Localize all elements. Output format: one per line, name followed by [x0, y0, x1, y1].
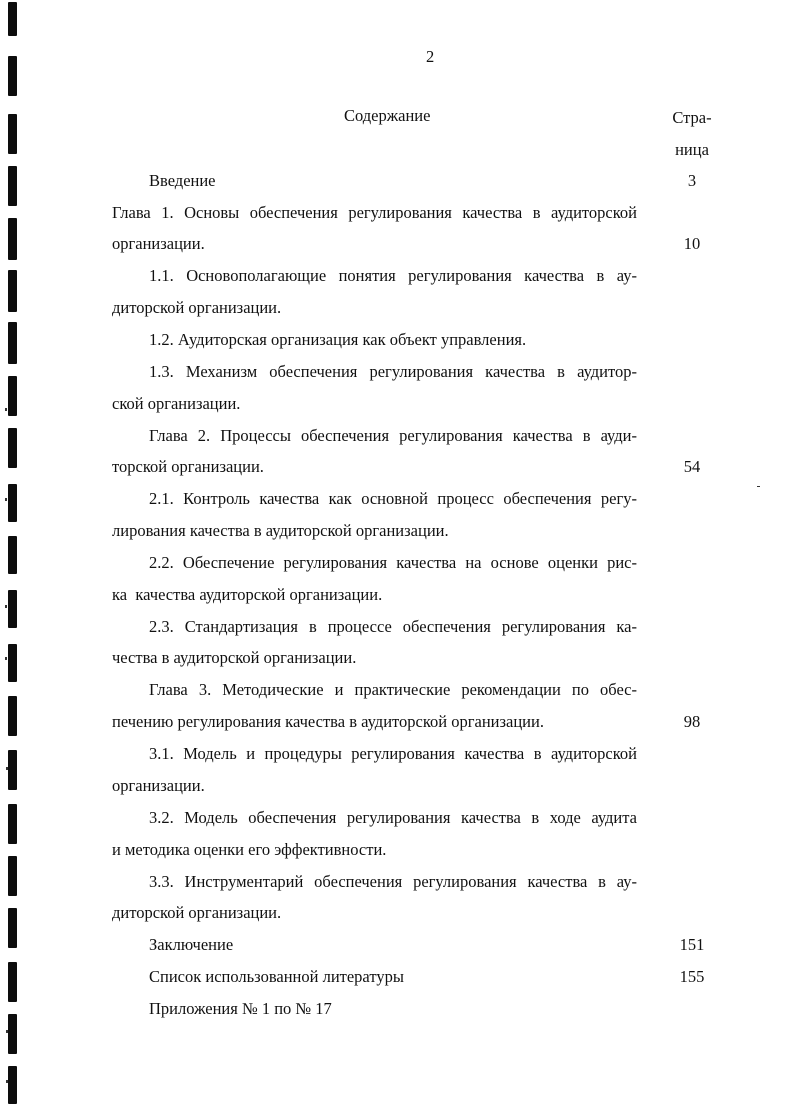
toc-entry-1-2: 1.2. Аудиторская организация как объект управления.	[149, 330, 527, 349]
binding-mark	[8, 218, 17, 260]
toc-entry-intro: Введение	[149, 171, 216, 190]
toc-entry-3-3-cont: диторской организации.	[112, 903, 282, 922]
toc-entry-chapter-1-cont: организации.	[112, 234, 205, 253]
toc-page-chapter-3: 98	[683, 712, 701, 731]
binding-mark	[8, 536, 17, 574]
scan-speck	[5, 498, 7, 501]
toc-entry-chapter-3-cont: печению регулирования качества в аудиторской организации.	[112, 712, 544, 731]
binding-mark	[8, 56, 17, 96]
binding-mark	[8, 428, 17, 468]
toc-entry-2-2: 2.2. Обеспечение регулирования качества на основе оценки рис-	[149, 553, 637, 572]
binding-mark	[8, 908, 17, 948]
binding-mark	[8, 376, 17, 416]
toc-page-chapter-1: 10	[683, 234, 701, 253]
binding-mark	[8, 590, 17, 628]
scan-speck	[5, 408, 7, 411]
binding-mark	[8, 696, 17, 736]
scan-speck	[6, 1080, 8, 1083]
toc-entry-conclusion: Заключение	[149, 935, 234, 954]
toc-entry-bibliography: Список использованной литературы	[149, 967, 404, 986]
binding-mark	[8, 1014, 17, 1054]
binding-mark	[8, 166, 17, 206]
toc-entry-2-1: 2.1. Контроль качества как основной процесс обеспечения регу-	[149, 489, 637, 508]
scan-speck	[5, 657, 7, 660]
toc-page-bibliography: 155	[679, 967, 705, 986]
binding-mark	[8, 644, 17, 682]
toc-entry-appendices: Приложения № 1 по № 17	[149, 999, 332, 1018]
binding-mark	[8, 114, 17, 154]
toc-entry-chapter-2-cont: торской организации.	[112, 457, 264, 476]
toc-page-chapter-2: 54	[683, 457, 701, 476]
scan-speck	[6, 1030, 8, 1033]
toc-page-conclusion: 151	[679, 935, 705, 954]
binding-mark	[8, 484, 17, 522]
page-column-header-1: Стра-	[672, 108, 712, 127]
binding-mark	[8, 750, 17, 790]
binding-mark	[8, 2, 17, 36]
toc-entry-1-1-cont: диторской организации.	[112, 298, 282, 317]
toc-entry-3-2: 3.2. Модель обеспечения регулирования качества в ходе аудита	[149, 808, 637, 827]
toc-entry-1-3: 1.3. Механизм обеспечения регулирования качества в аудитор-	[149, 362, 637, 381]
binding-mark	[8, 322, 17, 364]
toc-entry-2-3: 2.3. Стандартизация в процессе обеспечения регулирования ка-	[149, 617, 637, 636]
binding-mark	[8, 804, 17, 844]
toc-entry-chapter-3: Глава 3. Методические и практические рекомендации по обес-	[149, 680, 637, 699]
toc-entry-2-1-cont: лирования качества в аудиторской организации.	[112, 521, 449, 540]
scan-speck	[5, 605, 7, 608]
scan-speck	[6, 767, 8, 770]
toc-entry-1-1: 1.1. Основополагающие понятия регулирования качества в ау-	[149, 266, 637, 285]
toc-entry-3-2-cont: и методика оценки его эффективности.	[112, 840, 387, 859]
page-number: 2	[426, 47, 435, 66]
binding-mark	[8, 962, 17, 1002]
toc-entry-3-1: 3.1. Модель и процедуры регулирования качества в аудиторской	[149, 744, 637, 763]
scan-speck	[757, 486, 760, 487]
binding-mark	[8, 270, 17, 312]
toc-entry-2-2-cont: ка качества аудиторской организации.	[112, 585, 383, 604]
toc-entry-2-3-cont: чества в аудиторской организации.	[112, 648, 357, 667]
toc-entry-chapter-2: Глава 2. Процессы обеспечения регулирования качества в ауди-	[149, 426, 637, 445]
toc-entry-1-3-cont: ской организации.	[112, 394, 241, 413]
toc-entry-3-3: 3.3. Инструментарий обеспечения регулирования качества в ау-	[149, 872, 637, 891]
toc-page-intro: 3	[687, 171, 697, 190]
binding-mark	[8, 1066, 17, 1104]
page-column-header-2: ница	[675, 140, 709, 159]
toc-entry-3-1-cont: организации.	[112, 776, 205, 795]
toc-entry-chapter-1: Глава 1. Основы обеспечения регулирования качества в аудиторской	[112, 203, 637, 222]
binding-mark	[8, 856, 17, 896]
toc-title: Содержание	[344, 106, 431, 125]
